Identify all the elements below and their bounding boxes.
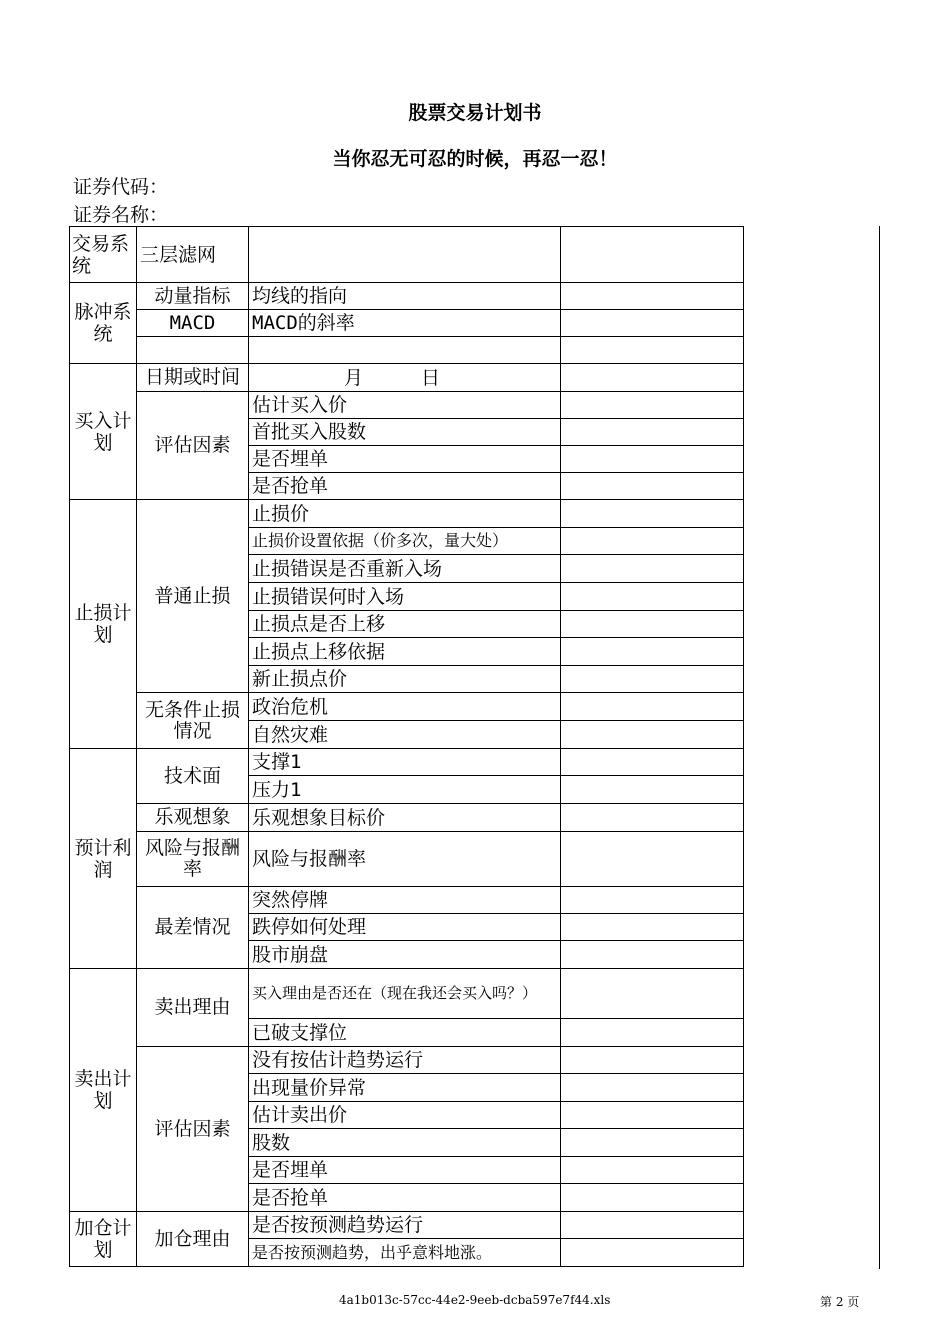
input-cell[interactable] xyxy=(561,941,744,969)
add-reason-label: 加仓理由 xyxy=(137,1212,249,1267)
technical-label: 技术面 xyxy=(137,749,249,804)
sell-eval-item: 估计卖出价 xyxy=(249,1102,561,1129)
table-row xyxy=(70,887,744,914)
sell-reason-item: 已破支撑位 xyxy=(249,1019,561,1047)
technical-item: 支撑1 xyxy=(249,749,561,776)
table-row xyxy=(70,337,744,364)
category-profit-plan: 预计利润 xyxy=(70,749,137,969)
page-subtitle: 当你忍无可忍的时候，再忍一忍！ xyxy=(332,148,618,170)
table-row xyxy=(70,310,744,337)
input-cell[interactable] xyxy=(249,227,561,283)
input-cell[interactable] xyxy=(561,364,744,392)
table-row xyxy=(70,832,744,887)
input-cell[interactable] xyxy=(561,832,744,887)
category-pulse-system: 脉冲系统 xyxy=(70,283,137,364)
macd-label: MACD xyxy=(137,310,249,337)
stop-item: 止损价 xyxy=(249,500,561,528)
input-cell[interactable] xyxy=(561,583,744,611)
input-cell[interactable] xyxy=(249,337,561,364)
page-title: 股票交易计划书 xyxy=(408,102,542,124)
stop-item: 止损点是否上移 xyxy=(249,611,561,638)
input-cell[interactable] xyxy=(561,1184,744,1212)
table-row xyxy=(70,749,744,776)
momentum-label: 动量指标 xyxy=(137,283,249,310)
macd-item: MACD的斜率 xyxy=(249,310,561,337)
input-cell[interactable] xyxy=(561,1129,744,1157)
sell-eval-item: 股数 xyxy=(249,1129,561,1157)
sell-eval-item: 没有按估计趋势运行 xyxy=(249,1047,561,1074)
table-row xyxy=(70,392,744,419)
input-cell[interactable] xyxy=(561,693,744,721)
unconditional-stop-label: 无条件止损情况 xyxy=(137,693,249,749)
input-cell[interactable] xyxy=(561,555,744,583)
risk-item: 风险与报酬率 xyxy=(249,832,561,887)
input-cell[interactable] xyxy=(561,283,744,310)
input-cell[interactable] xyxy=(561,419,744,446)
input-cell[interactable] xyxy=(137,337,249,364)
footer-page-number: 第 2 页 xyxy=(820,1295,860,1309)
sell-eval-label: 评估因素 xyxy=(137,1047,249,1212)
worst-case-item: 突然停牌 xyxy=(249,887,561,914)
category-stop-plan: 止损计划 xyxy=(70,500,137,749)
buy-eval-item: 是否埋单 xyxy=(249,446,561,473)
input-cell[interactable] xyxy=(561,528,744,555)
date-value[interactable] xyxy=(249,364,561,392)
stop-item: 止损价设置依据（价多次，量大处） xyxy=(249,528,561,555)
input-cell[interactable] xyxy=(561,611,744,638)
category-sell-plan: 卖出计划 xyxy=(70,969,137,1212)
footer-filename: 4a1b013c-57cc-44e2-9eeb-dcba597e7f44.xls xyxy=(339,1293,611,1307)
stop-item: 止损点上移依据 xyxy=(249,638,561,666)
input-cell[interactable] xyxy=(561,721,744,749)
input-cell[interactable] xyxy=(561,392,744,419)
input-cell[interactable] xyxy=(561,666,744,693)
sell-reason-item: 买入理由是否还在（现在我还会买入吗？） xyxy=(249,969,561,1019)
buy-eval-item: 估计买入价 xyxy=(249,392,561,419)
stop-item: 止损错误何时入场 xyxy=(249,583,561,611)
day-label: 日 xyxy=(421,366,441,389)
input-cell[interactable] xyxy=(561,1019,744,1047)
trade-plan-table xyxy=(69,226,744,1267)
input-cell[interactable] xyxy=(561,1212,744,1239)
input-cell[interactable] xyxy=(561,337,744,364)
worst-case-label: 最差情况 xyxy=(137,887,249,969)
buy-eval-label: 评估因素 xyxy=(137,392,249,500)
unconditional-stop-item: 自然灾难 xyxy=(249,721,561,749)
table-row xyxy=(70,227,744,283)
worst-case-item: 跌停如何处理 xyxy=(249,914,561,941)
add-reason-item: 是否按预测趋势，出乎意料地涨。 xyxy=(249,1239,561,1267)
table-row xyxy=(70,283,744,310)
security-code-label: 证券代码： xyxy=(73,176,169,198)
optimistic-label: 乐观想象 xyxy=(137,804,249,832)
sell-eval-item: 是否抢单 xyxy=(249,1184,561,1212)
buy-eval-item: 首批买入股数 xyxy=(249,419,561,446)
month-label: 月 xyxy=(344,366,364,389)
input-cell[interactable] xyxy=(561,776,744,804)
input-cell[interactable] xyxy=(561,473,744,500)
input-cell[interactable] xyxy=(561,804,744,832)
input-cell[interactable] xyxy=(561,914,744,941)
input-cell[interactable] xyxy=(561,227,744,283)
risk-label: 风险与报酬率 xyxy=(137,832,249,887)
technical-item: 压力1 xyxy=(249,776,561,804)
sell-reason-label: 卖出理由 xyxy=(137,969,249,1047)
input-cell[interactable] xyxy=(561,446,744,473)
momentum-item: 均线的指向 xyxy=(249,283,561,310)
table-row xyxy=(70,804,744,832)
input-cell[interactable] xyxy=(561,1239,744,1267)
input-cell[interactable] xyxy=(561,749,744,776)
sell-eval-item: 出现量价异常 xyxy=(249,1074,561,1102)
category-buy-plan: 买入计划 xyxy=(70,364,137,500)
normal-stop-label: 普通止损 xyxy=(137,500,249,693)
input-cell[interactable] xyxy=(561,969,744,1019)
add-reason-item: 是否按预测趋势运行 xyxy=(249,1212,561,1239)
unconditional-stop-item: 政治危机 xyxy=(249,693,561,721)
input-cell[interactable] xyxy=(561,500,744,528)
table-row xyxy=(70,500,744,528)
sell-eval-item: 是否埋单 xyxy=(249,1157,561,1184)
security-name-label: 证券名称： xyxy=(73,204,169,226)
input-cell[interactable] xyxy=(561,310,744,337)
right-gridline xyxy=(879,226,880,1269)
trading-system-value: 三层滤网 xyxy=(137,227,249,283)
input-cell[interactable] xyxy=(561,638,744,666)
table-row xyxy=(70,364,744,392)
input-cell[interactable] xyxy=(561,887,744,914)
input-cell[interactable] xyxy=(561,1102,744,1129)
input-cell[interactable] xyxy=(561,1047,744,1074)
date-label: 日期或时间 xyxy=(137,364,249,392)
table-row xyxy=(70,969,744,1019)
buy-eval-item: 是否抢单 xyxy=(249,473,561,500)
category-add-plan: 加仓计划 xyxy=(70,1212,137,1267)
category-trading-system: 交易系统 xyxy=(70,227,137,283)
worst-case-item: 股市崩盘 xyxy=(249,941,561,969)
table-row xyxy=(70,693,744,721)
table-row xyxy=(70,1212,744,1239)
stop-item: 新止损点价 xyxy=(249,666,561,693)
input-cell[interactable] xyxy=(561,1157,744,1184)
optimistic-item: 乐观想象目标价 xyxy=(249,804,561,832)
stop-item: 止损错误是否重新入场 xyxy=(249,555,561,583)
input-cell[interactable] xyxy=(561,1074,744,1102)
table-row xyxy=(70,1047,744,1074)
